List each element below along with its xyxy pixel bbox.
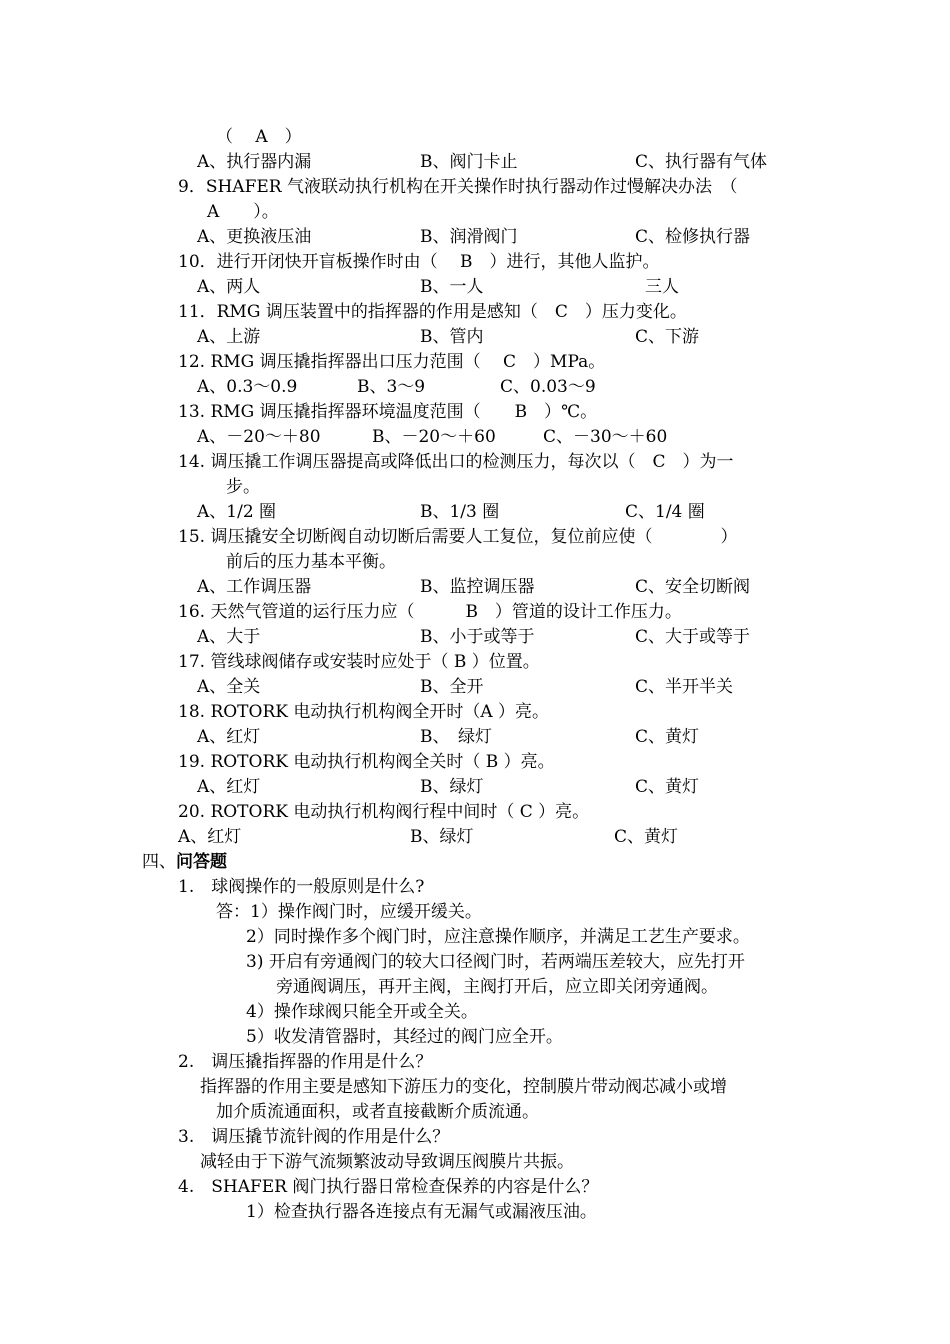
question-15: 15. 调压撬安全切断阀自动切断后需要人工复位，复位前应使（ ） — [178, 527, 738, 547]
option-a: A、工作调压器 — [197, 577, 312, 597]
option-c: C、－30～＋60 — [543, 427, 668, 447]
section-heading — [142, 851, 227, 873]
option-a: A、红灯 — [178, 827, 242, 847]
option-b: B、监控调压器 — [420, 577, 535, 597]
option-a: A、执行器内漏 — [197, 152, 312, 172]
option-c: C、黄灯 — [614, 827, 679, 847]
option-b: B、－20～＋60 — [372, 427, 496, 447]
qa-question-3: 3. 调压撬节流针阀的作用是什么？ — [178, 1127, 450, 1147]
qa-answer-line: 4）操作球阀只能全开或全关。 — [246, 1002, 478, 1022]
qa-answer-line: 5）收发清管器时，其经过的阀门应全开。 — [246, 1027, 563, 1047]
qa-question-2: 2. 调压撬指挥器的作用是什么？ — [178, 1052, 433, 1072]
question-12: 12. RMG 调压撬指挥器出口压力范围（ C ）MPa。 — [178, 352, 606, 372]
qa-answer-line: 旁通阀调压，再开主阀，主阀打开后，应立即关闭旁通阀。 — [276, 977, 718, 997]
question-11: 11．RMG 调压装置中的指挥器的作用是感知（ C ）压力变化。 — [178, 302, 687, 322]
qa-answer-line: 3) 开启有旁通阀门的较大口径阀门时，若两端压差较大，应先打开 — [246, 952, 745, 972]
option-c: 三人 — [645, 277, 679, 297]
option-a: A、－20～＋80 — [197, 427, 321, 447]
option-a: A、上游 — [197, 327, 261, 347]
qa-answer-line: 减轻由于下游气流频繁波动导致调压阀膜片共振。 — [200, 1152, 574, 1172]
qa-answer-line: 加介质流通面积，或者直接截断介质流通。 — [216, 1102, 539, 1122]
question-15-cont: 前后的压力基本平衡。 — [226, 552, 396, 572]
option-a: A、大于 — [197, 627, 261, 647]
question-14: 14. 调压撬工作调压器提高或降低出口的检测压力，每次以（ C ）为一 — [178, 452, 734, 472]
option-b: B、管内 — [420, 327, 484, 347]
option-c: C、0.03～9 — [500, 377, 596, 397]
qa-answer-line: 1）检查执行器各连接点有无漏气或漏液压油。 — [246, 1202, 597, 1222]
qa-answer-line: 指挥器的作用主要是感知下游压力的变化，控制膜片带动阀芯减小或增 — [200, 1077, 727, 1097]
question-16: 16. 天然气管道的运行压力应（ B ）管道的设计工作压力。 — [178, 602, 682, 622]
question-13: 13. RMG 调压撬指挥器环境温度范围（ B ）℃。 — [178, 402, 598, 422]
section-title: 问答题 — [176, 852, 227, 872]
option-b: B、阀门卡止 — [420, 152, 518, 172]
option-a: A、红灯 — [197, 727, 261, 747]
option-a: A、0.3～0.9 — [197, 377, 298, 397]
option-c: C、大于或等于 — [635, 627, 751, 647]
question-19: 19. ROTORK 电动执行机构阀全关时（ B ）亮。 — [178, 752, 555, 772]
answer-line: A ）。 — [207, 202, 279, 222]
option-c: C、下游 — [635, 327, 700, 347]
option-b: B、绿灯 — [410, 827, 474, 847]
option-c: C、1/4 圈 — [625, 502, 705, 522]
qa-question-1: 1. 球阀操作的一般原则是什么? — [178, 877, 425, 897]
option-b: B、一人 — [420, 277, 484, 297]
question-20: 20. ROTORK 电动执行机构阀行程中间时（ C ）亮。 — [178, 802, 590, 822]
option-a: A、两人 — [197, 277, 261, 297]
option-a: A、1/2 圈 — [197, 502, 277, 522]
question-17: 17. 管线球阀储存或安装时应处于（ B ）位置。 — [178, 652, 540, 672]
option-c: C、检修执行器 — [635, 227, 751, 247]
option-b: B、1/3 圈 — [420, 502, 500, 522]
question-10: 10．进行开闭快开盲板操作时由（ B ）进行，其他人监护。 — [178, 252, 660, 272]
qa-answer-line: 2）同时操作多个阀门时，应注意操作顺序，并满足工艺生产要求。 — [246, 927, 750, 947]
option-c: C、安全切断阀 — [635, 577, 751, 597]
section-number: 四、 — [142, 852, 176, 872]
question-14-cont: 步。 — [226, 477, 260, 497]
question-9: 9．SHAFER 气液联动执行机构在开关操作时执行器动作过慢解决办法 （ — [178, 177, 738, 197]
answer-line: （ A ） — [216, 127, 302, 147]
option-b: B、润滑阀门 — [420, 227, 518, 247]
option-a: A、红灯 — [197, 777, 261, 797]
option-c: C、执行器有气体 — [635, 152, 768, 172]
option-c: C、半开半关 — [635, 677, 734, 697]
option-b: B、3～9 — [357, 377, 426, 397]
option-b: B、绿灯 — [420, 777, 484, 797]
qa-question-4: 4. SHAFER 阀门执行器日常检查保养的内容是什么？ — [178, 1177, 599, 1197]
option-b: B、全开 — [420, 677, 484, 697]
option-c: C、黄灯 — [635, 727, 700, 747]
option-a: A、全关 — [197, 677, 261, 697]
question-18: 18. ROTORK 电动执行机构阀全开时（A ）亮。 — [178, 702, 550, 722]
option-b: B、小于或等于 — [420, 627, 535, 647]
option-a: A、更换液压油 — [197, 227, 312, 247]
option-c: C、黄灯 — [635, 777, 700, 797]
option-b: B、 绿灯 — [420, 727, 492, 747]
qa-answer-line: 答：1）操作阀门时，应缓开缓关。 — [216, 902, 482, 922]
